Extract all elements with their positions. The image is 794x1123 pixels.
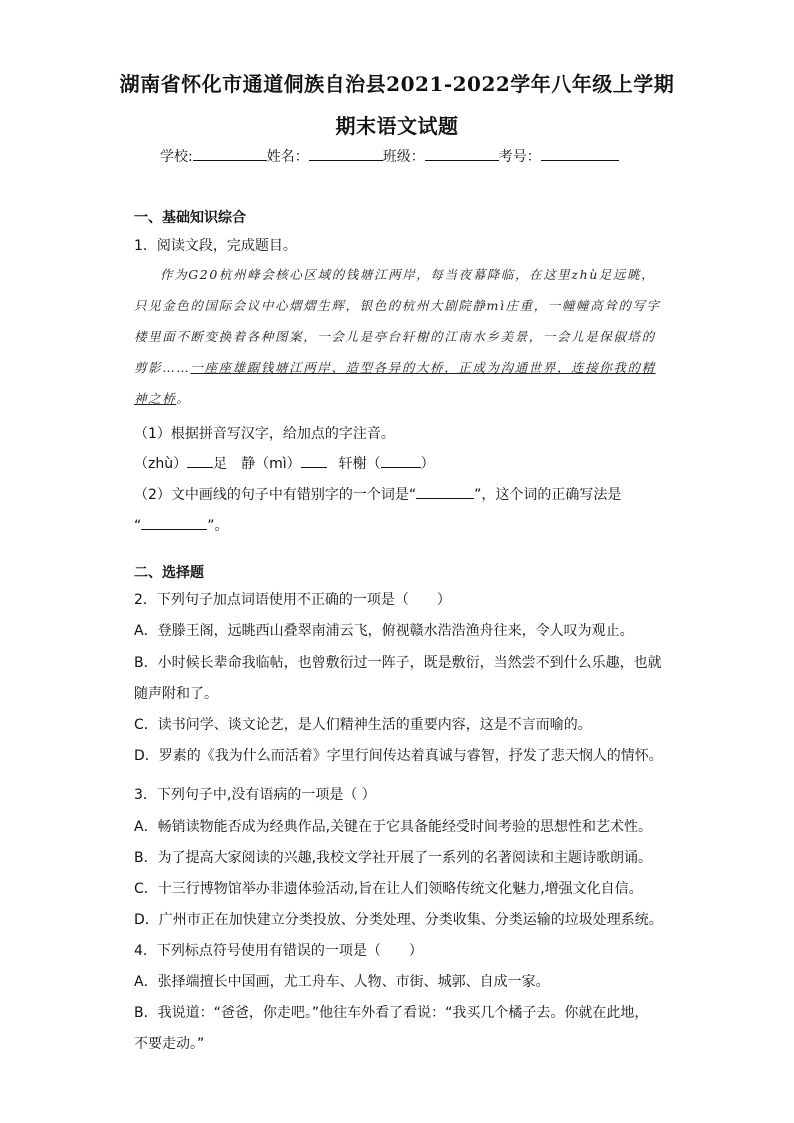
name-blank: [309, 146, 383, 161]
question-4-option-a: A．张择端擅长中国画，尤工舟车、人物、市街、城郭、自成一家。: [134, 974, 550, 990]
school-label: 学校:: [160, 149, 193, 165]
class-blank: [425, 146, 499, 161]
question-3-option-b: B．为了提高大家阅读的兴趣,我校文学社开展了一系列的名著阅读和主题诗歌朗诵。: [134, 850, 653, 866]
exam-title-line2: 期末语文试题: [335, 114, 459, 138]
sub2-text-c: “: [134, 518, 142, 534]
passage-end: 。: [176, 391, 191, 406]
name-label: 姓名：: [266, 149, 309, 165]
sub1-mi: 足 静（mì）: [213, 456, 301, 472]
sub1-blank-2: [301, 453, 327, 468]
class-label: 班级：: [382, 149, 425, 165]
sub2-text-d: ”。: [207, 518, 229, 534]
number-blank: [541, 146, 619, 161]
question-2-stem: 2．下列句子加点词语使用不正确的一项是（ ）: [134, 592, 451, 608]
sub2-text-a: （2）文中画线的句子中有错别字的一个词是“: [134, 487, 417, 503]
passage-text: 作为G20杭州峰会核心区域的钱塘江两岸，每当夜幕降临，在这里zhù足远眺，只见金色的国际会议中心熠熠生辉，银色的杭州大剧院静mì庄重，一幢幢高耸的写字楼里面不断变换着各种图案，一会儿是亭台轩榭的江南水乡美景，一会儿是保俶塔的剪影……: [134, 267, 661, 375]
sub2-text-b: ”，这个词的正确写法是: [474, 487, 622, 503]
section-heading-choice: 二、选择题: [134, 565, 204, 581]
sub1-close: ）: [420, 456, 435, 472]
passage-underlined-sentence: 一座座雄踞钱塘江两岸、造型各异的大桥，正成为沟通世界，连接你我的精神之桥: [134, 360, 656, 406]
sub1-blank-1: [187, 453, 213, 468]
question-4-option-b-cont: 不要走动。”: [134, 1036, 205, 1052]
question-3-option-a: A．畅销读物能否成为经典作品,关键在于它具备能经受时间考验的思想性和艺术性。: [134, 819, 653, 835]
reading-passage: [134, 259, 664, 414]
sub2-blank-1: [416, 484, 474, 499]
section-heading-basic: 一、基础知识综合: [134, 210, 246, 226]
number-label: 考号：: [498, 149, 541, 165]
sub1-xuanxie: 轩榭（: [338, 456, 381, 472]
question-1-sub1-blanks: [134, 453, 435, 473]
question-4-stem: 4．下列标点符号使用有错误的一项是（ ）: [134, 943, 423, 959]
question-2-option-d: D．罗素的《我为什么而活着》字里行间传达着真诚与睿智，抒发了悲天悯人的情怀。: [134, 748, 663, 764]
question-2-option-a: A．登滕王阁，远眺西山叠翠南浦云飞，俯视赣水浩浩渔舟往来，令人叹为观止。: [134, 623, 634, 639]
exam-title-line1: 湖南省怀化市通道侗族自治县2021-2022学年八年级上学期: [119, 72, 675, 96]
question-2-option-b: B．小时候长辈命我临帖，也曾敷衍过一阵子，既是敷衍，当然尝不到什么乐趣，也就: [134, 655, 662, 671]
school-blank: [193, 146, 267, 161]
question-3-stem: 3．下列句子中,没有语病的一项是（ ）: [134, 787, 376, 803]
question-1-sub1: （1）根据拼音写汉字，给加点的字注音。: [134, 426, 395, 442]
question-2-option-b-cont: 随声附和了。: [134, 686, 218, 702]
student-info-row: [160, 146, 619, 166]
question-1-sub2-line2: [134, 515, 229, 535]
question-3-option-c: C．十三行博物馆举办非遗体验活动,旨在让人们领略传统文化魅力,增强文化自信。: [134, 881, 643, 897]
question-3-option-d: D．广州市正在加快建立分类投放、分类处理、分类收集、分类运输的垃圾处理系统。: [134, 912, 663, 928]
sub1-zhu: （zhù）: [134, 456, 188, 472]
question-4-option-b: B．我说道：“爸爸，你走吧。”他往车外看了看说：“我买几个橘子去。你就在此地，: [134, 1005, 649, 1021]
question-1-sub2: [134, 484, 621, 504]
sub1-blank-3: [381, 453, 421, 468]
sub2-blank-2: [141, 515, 207, 530]
question-1-stem: 1．阅读文段，完成题目。: [134, 238, 297, 254]
question-2-option-c: C．读书问学、谈文论艺，是人们精神生活的重要内容，这是不言而喻的。: [134, 717, 592, 733]
